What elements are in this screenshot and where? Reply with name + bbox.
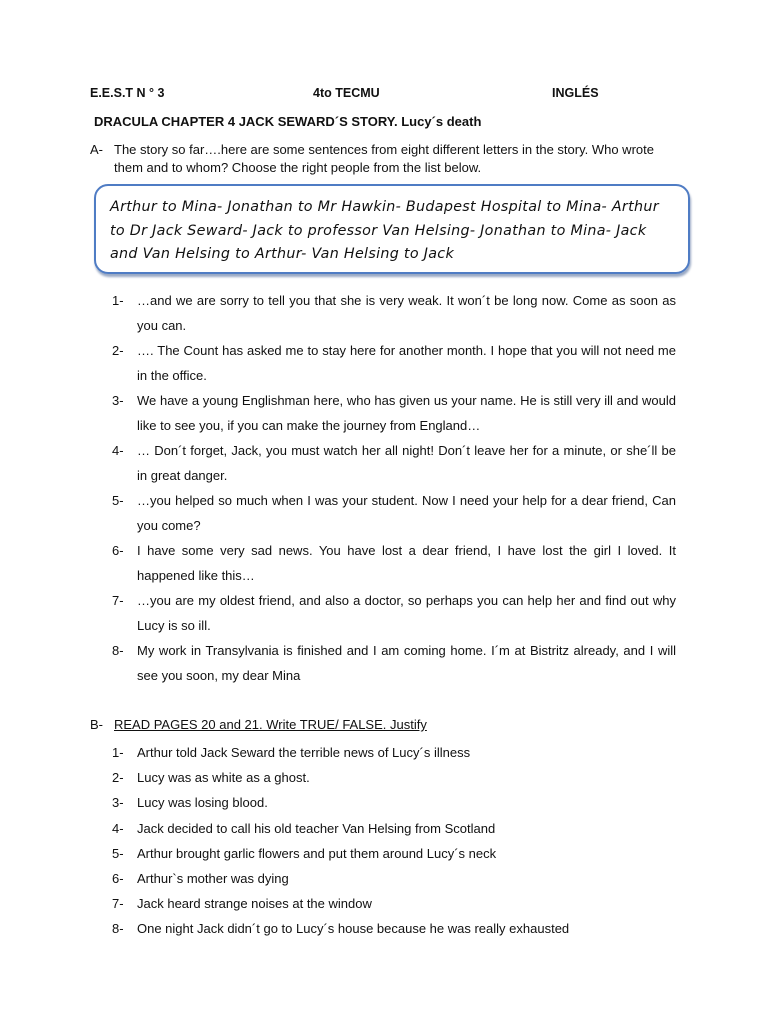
item-number: 5-	[112, 493, 124, 508]
item-text: Jack heard strange noises at the window	[137, 896, 372, 912]
item-text: One night Jack didn´t go to Lucy´s house because he was really exhausted	[137, 921, 570, 937]
item-number: 5-	[112, 845, 124, 861]
item-number: 8-	[112, 921, 124, 937]
item-text: I have some very sad news. You have lost a dear friend, I have lost the girl I loved. It happened like this…	[137, 543, 676, 583]
section-a-instruction: The story so far….here are some sentences from eight different letters in the story. Who wrote them and to whom? Choose the right people from the list below.	[114, 142, 654, 175]
item-text: …and we are sorry to tell you that she is very weak. It won´t be long now. Come as soon as you can.	[137, 293, 676, 333]
item-text: …you helped so much when I was your student. Now I need your help for a dear friend, Can you come?	[137, 493, 676, 533]
section-b-letter: B-	[90, 717, 103, 732]
list-item	[112, 866, 676, 891]
list-item	[112, 388, 676, 438]
item-number: 6-	[112, 871, 124, 887]
item-number: 8-	[112, 643, 124, 658]
item-number: 6-	[112, 543, 124, 558]
item-text: Lucy was losing blood.	[137, 795, 268, 811]
list-item	[112, 765, 676, 790]
list-item	[112, 588, 676, 638]
list-item	[112, 338, 676, 388]
item-number: 7-	[112, 896, 124, 912]
list-item	[112, 790, 676, 815]
subject-name: INGLÉS	[552, 86, 599, 100]
list-item	[112, 841, 676, 866]
item-number: 4-	[112, 820, 124, 836]
list-item	[112, 638, 676, 688]
list-item	[112, 891, 676, 916]
item-text: We have a young Englishman here, who has given us your name. He is still very ill and would like to see you, if you can make the journey from England…	[137, 393, 676, 433]
list-item	[112, 740, 676, 765]
course-name: 4to TECMU	[313, 86, 380, 100]
item-text: Arthur told Jack Seward the terrible news of Lucy´s illness	[137, 745, 471, 760]
item-text: …you are my oldest friend, and also a doctor, so perhaps you can help her and find out why Lucy is so ill.	[137, 593, 676, 633]
item-text: Arthur brought garlic flowers and put them around Lucy´s neck	[137, 845, 497, 861]
item-number: 7-	[112, 593, 124, 608]
item-text: My work in Transylvania is finished and I am coming home. I´m at Bistritz already, and I will see you soon, my dear Mina	[137, 643, 676, 683]
school-name: E.E.S.T N ° 3	[90, 86, 165, 100]
list-item	[112, 916, 676, 941]
item-text: Arthur`s mother was dying	[137, 871, 289, 887]
worksheet-title: DRACULA CHAPTER 4 JACK SEWARD´S STORY. Lucy´s death	[94, 114, 482, 129]
section-b-list	[112, 740, 676, 942]
list-item	[112, 538, 676, 588]
item-number: 2-	[112, 770, 124, 786]
item-text: …. The Count has asked me to stay here for another month. I hope that you will not need me in the office.	[137, 343, 676, 383]
page-header	[90, 86, 600, 104]
options-box: Arthur to Mina- Jonathan to Mr Hawkin- Budapest Hospital to Mina- Arthur to Dr Jack Seward- Jack to professor Van Helsing- Jonathan to Mina- Jack and Van Helsing to Arthur- Van Helsing to Jack	[94, 184, 690, 274]
item-text: Lucy was as white as a ghost.	[137, 770, 310, 786]
section-a-list	[112, 288, 676, 688]
section-b-instruction: READ PAGES 20 and 21. Write TRUE/ FALSE. Justify	[114, 717, 427, 732]
list-item	[112, 488, 676, 538]
item-text: … Don´t forget, Jack, you must watch her all night! Don´t leave her for a minute, or she´ll be in great danger.	[137, 443, 676, 483]
section-a-letter: A-	[90, 142, 103, 157]
item-number: 3-	[112, 795, 124, 811]
list-item	[112, 288, 676, 338]
item-number: 1-	[112, 293, 124, 308]
item-text: Jack decided to call his old teacher Van Helsing from Scotland	[137, 820, 496, 836]
item-number: 1-	[112, 745, 124, 760]
item-number: 3-	[112, 393, 124, 408]
list-item	[112, 438, 676, 488]
list-item	[112, 816, 676, 841]
item-number: 4-	[112, 443, 124, 458]
item-number: 2-	[112, 343, 124, 358]
